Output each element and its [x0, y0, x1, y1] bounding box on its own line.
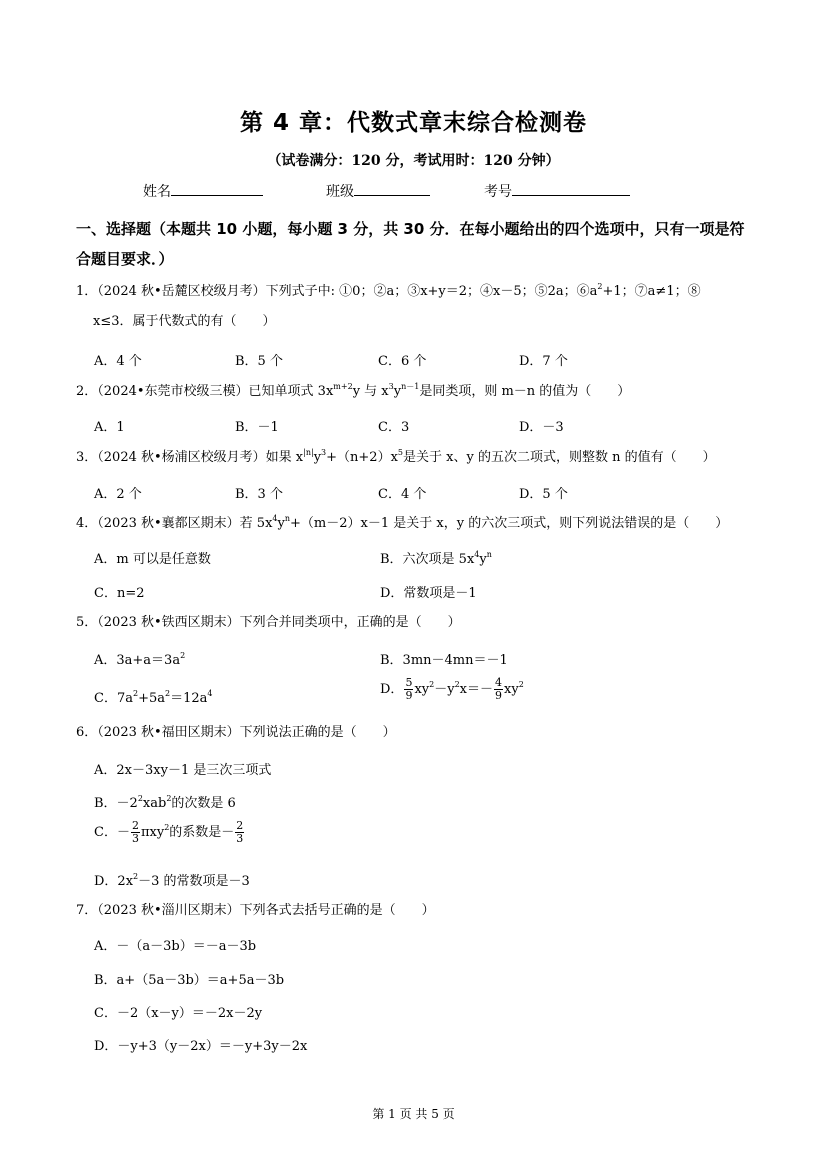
- q7-option-c[interactable]: C．－2（x－y）＝－2x－2y: [94, 1006, 263, 1021]
- fraction-5-9: $\frac{5}{9}$: [405, 676, 413, 702]
- q5-option-a[interactable]: A．$3a+a=3a^2$: [94, 651, 186, 668]
- q7-option-d[interactable]: D．－y+3（y－2x）＝－y+3y－2x: [94, 1039, 308, 1054]
- q7-option-a[interactable]: A．－（a－3b）＝－a－3b: [94, 939, 257, 954]
- section-heading: 一、选择题（本题共 10 小题，每小题 3 分，共 30 分．在每小题给出的四个选项中，只有一项是符合题目要求．）: [76, 220, 745, 268]
- q3-option-c[interactable]: C．4 个: [378, 487, 427, 502]
- q2-option-b[interactable]: B．－1: [235, 420, 279, 435]
- question-5: 5．（2023 秋•铁西区期末）下列合并同类项中，正确的是（ ）: [76, 615, 461, 630]
- q6-option-a[interactable]: A．2x－3xy－1 是三次三项式: [94, 763, 272, 778]
- question-4: 4．（2023 秋•襄都区期末）若 $5x^4y^n+(m-2)x-1$ 是关于 x，y 的六次三项式，则下列说法错误的是（ ）: [76, 514, 729, 531]
- exam-subtitle: （试卷满分：120 分，考试用时：120 分钟）: [267, 153, 560, 169]
- question-7: 7．（2023 秋•淄川区期末）下列各式去括号正确的是（ ）: [76, 903, 435, 918]
- number-label: 考号: [484, 184, 512, 200]
- question-6: 6．（2023 秋•福田区期末）下列说法正确的是（ ）: [76, 725, 396, 740]
- q4-option-b[interactable]: B．六次项是 $5x^4y^n$: [380, 550, 492, 567]
- q1-option-d[interactable]: D．7 个: [519, 354, 568, 369]
- q3-option-a[interactable]: A．2 个: [94, 487, 142, 502]
- question-1: 1．（2024 秋•岳麓区校级月考）下列式子中: ①0；②a；③x+y＝2；④x－5；⑤2a；$⑥a^2+1$；⑦a≠1；⑧ x≤3．属于代数式的有（ ）: [76, 282, 701, 329]
- fraction-4-9: $\frac{4}{9}$: [495, 676, 503, 702]
- q5-option-c[interactable]: C．$7a^2+5a^2=12a^4$: [94, 689, 213, 706]
- q1-option-a[interactable]: A．4 个: [94, 354, 142, 369]
- q3-option-b[interactable]: B．3 个: [235, 487, 283, 502]
- q4-option-c[interactable]: C．n=2: [94, 586, 145, 601]
- q1-option-c[interactable]: C．6 个: [378, 354, 427, 369]
- q6-option-c[interactable]: C．－ $\frac{2}{3}$ πxy$^2$的系数是－ $\frac{2}{3}$: [94, 819, 244, 845]
- q2-option-c[interactable]: C．3: [378, 420, 410, 435]
- q6-option-b[interactable]: B．$-2^2xab^2$的次数是 6: [94, 794, 236, 811]
- q2-option-d[interactable]: D．－3: [519, 420, 564, 435]
- q1-option-b[interactable]: B．5 个: [235, 354, 283, 369]
- class-field[interactable]: [326, 181, 430, 201]
- page-title: 第 4 章：代数式章末综合检测卷: [239, 110, 588, 136]
- q4-option-a[interactable]: A．m 可以是任意数: [94, 552, 211, 567]
- q5-option-b[interactable]: B．3mn－4mn＝－1: [380, 653, 508, 668]
- q3-option-d[interactable]: D．5 个: [519, 487, 568, 502]
- question-2: 2．（2024•东莞市校级三模）已知单项式 $3x^{m+2}y$ 与 $x^3y^{n-1}$是同类项，则 m－n 的值为（ ）: [76, 382, 631, 399]
- q6-option-d[interactable]: D．$2x^2-3$ 的常数项是－3: [94, 872, 250, 889]
- name-field[interactable]: [143, 181, 263, 201]
- class-label: 班级: [326, 184, 354, 200]
- page-footer: 第 1 页 共 5 页: [372, 1107, 455, 1121]
- fraction-2-3-b: $\frac{2}{3}$: [236, 819, 244, 845]
- question-3: 3．（2024 秋•杨浦区校级月考）如果 $x^{|n|}y^3+(n+2)x^5$是关于 x、y 的五次二项式，则整数 n 的值有（ ）: [76, 448, 716, 465]
- number-field[interactable]: [484, 181, 630, 201]
- q5-option-d[interactable]: D． $\frac{5}{9}$ $xy^2-y^2x=-$ $\frac{4}{9}$ $xy^2$: [380, 676, 524, 702]
- q4-option-d[interactable]: D．常数项是－1: [380, 586, 477, 601]
- name-label: 姓名: [143, 184, 171, 200]
- fraction-2-3: $\frac{2}{3}$: [131, 819, 139, 845]
- q2-option-a[interactable]: A．1: [94, 420, 125, 435]
- q7-option-b[interactable]: B．a+（5a－3b）＝a+5a－3b: [94, 973, 285, 988]
